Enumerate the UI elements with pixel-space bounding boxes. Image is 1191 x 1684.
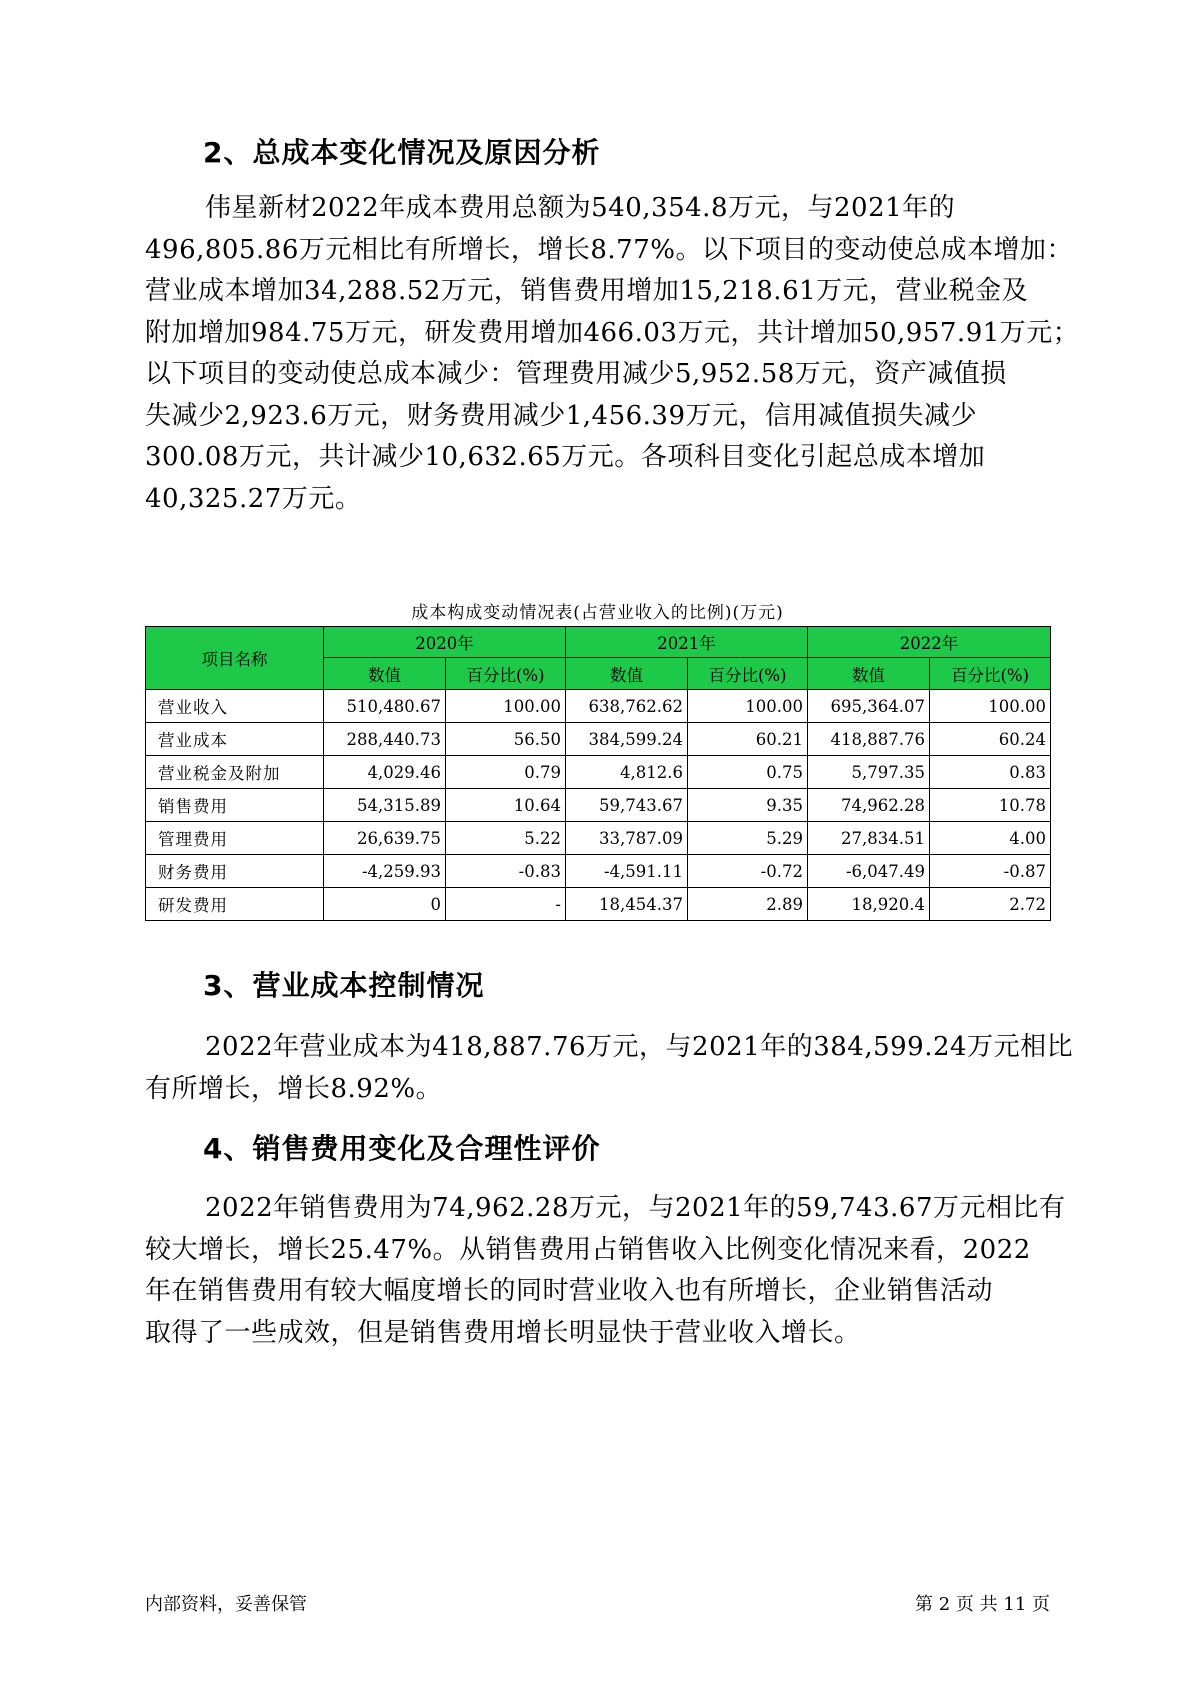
- cell-percent: 10.64: [446, 789, 566, 822]
- cell-percent: -0.72: [688, 855, 808, 888]
- section-4-heading: 4、销售费用变化及合理性评价: [203, 1132, 601, 1165]
- cell-percent: 100.00: [930, 690, 1051, 723]
- cell-percent: 10.78: [930, 789, 1051, 822]
- header-year-2021: 2021年: [566, 627, 808, 658]
- footer-page-number: 第 2 页 共 11 页: [915, 1594, 1050, 1615]
- cell-value: -4,591.11: [566, 855, 688, 888]
- paragraph-line: 营业成本增加34,288.52万元，销售费用增加15,218.61万元，营业税金及: [145, 276, 1029, 306]
- paragraph-line: 以下项目的变动使总成本减少：管理费用减少5,952.58万元，资产减值损: [145, 359, 1007, 389]
- cell-value: -4,259.93: [324, 855, 446, 888]
- cell-value: 18,454.37: [566, 888, 688, 921]
- cell-value: 5,797.35: [808, 756, 930, 789]
- cell-percent: 0.79: [446, 756, 566, 789]
- cell-value: 288,440.73: [324, 723, 446, 756]
- row-name: 财务费用: [146, 855, 324, 888]
- section-3-heading: 3、营业成本控制情况: [203, 969, 485, 1002]
- cell-percent: 0.75: [688, 756, 808, 789]
- paragraph-line: 取得了一些成效，但是销售费用增长明显快于营业收入增长。: [145, 1317, 861, 1348]
- footer-confidential-note: 内部资料，妥善保管: [145, 1594, 307, 1615]
- cell-percent: 60.21: [688, 723, 808, 756]
- header-value: 数值: [566, 658, 688, 690]
- cell-percent: 2.72: [930, 888, 1051, 921]
- cell-value: 26,639.75: [324, 822, 446, 855]
- cell-value: 54,315.89: [324, 789, 446, 822]
- section-4-paragraph: [145, 1188, 1066, 1354]
- cell-percent: -0.87: [930, 855, 1051, 888]
- paragraph-line: 2022年营业成本为418,887.76万元，与2021年的384,599.24万元相比: [205, 1032, 1074, 1062]
- cell-percent: 4.00: [930, 822, 1051, 855]
- row-name: 营业税金及附加: [146, 756, 324, 789]
- paragraph-line: 失减少2,923.6万元，财务费用减少1,456.39万元，信用减值损失减少: [145, 400, 978, 431]
- header-year-2020: 2020年: [324, 627, 566, 658]
- header-value: 数值: [324, 658, 446, 690]
- header-year-2022: 2022年: [808, 627, 1051, 658]
- table-row: [146, 822, 1051, 855]
- paragraph-line: 有所增长，增长8.92%。: [145, 1073, 443, 1104]
- cell-value: 33,787.09: [566, 822, 688, 855]
- header-percent: 百分比(%): [930, 658, 1051, 690]
- cell-value: 384,599.24: [566, 723, 688, 756]
- paragraph-line: 附加增加984.75万元，研发费用增加466.03万元，共计增加50,957.91万元；: [145, 317, 1080, 348]
- cell-value: 18,920.4: [808, 888, 930, 921]
- table-row: [146, 723, 1051, 756]
- row-name: 研发费用: [146, 888, 324, 921]
- cell-percent: -0.83: [446, 855, 566, 888]
- cell-percent: 9.35: [688, 789, 808, 822]
- cell-value: 0: [324, 888, 446, 921]
- cell-value: 418,887.76: [808, 723, 930, 756]
- paragraph-line: 较大增长，增长25.47%。从销售费用占销售收入比例变化情况来看，2022: [145, 1234, 1031, 1265]
- cell-value: 74,962.28: [808, 789, 930, 822]
- section-2-paragraph: [145, 188, 1080, 520]
- cell-value: 27,834.51: [808, 822, 930, 855]
- cell-value: 695,364.07: [808, 690, 930, 723]
- cost-structure-table: [145, 626, 1051, 921]
- header-value: 数值: [808, 658, 930, 690]
- cell-percent: 5.22: [446, 822, 566, 855]
- table-row: [146, 756, 1051, 789]
- row-name: 营业成本: [146, 723, 324, 756]
- cell-percent: 5.29: [688, 822, 808, 855]
- table-row: [146, 888, 1051, 921]
- cell-value: 510,480.67: [324, 690, 446, 723]
- cell-value: -6,047.49: [808, 855, 930, 888]
- section-2-heading: 2、总成本变化情况及原因分析: [203, 136, 601, 169]
- row-name: 管理费用: [146, 822, 324, 855]
- paragraph-line: 496,805.86万元相比有所增长，增长8.77%。以下项目的变动使总成本增加：: [145, 234, 1073, 265]
- cell-percent: 60.24: [930, 723, 1051, 756]
- header-percent: 百分比(%): [688, 658, 808, 690]
- paragraph-line: 伟星新材2022年成本费用总额为540,354.8万元，与2021年的: [205, 193, 956, 223]
- table-caption: 成本构成变动情况表(占营业收入的比例)(万元): [411, 603, 784, 623]
- table-row: [146, 789, 1051, 822]
- cell-percent: -: [446, 888, 566, 921]
- paragraph-line: 300.08万元，共计减少10,632.65万元。各项科目变化引起总成本增加: [145, 442, 986, 472]
- cell-value: 638,762.62: [566, 690, 688, 723]
- cell-percent: 2.89: [688, 888, 808, 921]
- paragraph-line: 年在销售费用有较大幅度增长的同时营业收入也有所增长，企业销售活动: [145, 1276, 994, 1306]
- table-row: [146, 690, 1051, 723]
- cell-value: 4,812.6: [566, 756, 688, 789]
- paragraph-line: 40,325.27万元。: [145, 483, 362, 514]
- table-row: [146, 855, 1051, 888]
- cell-value: 4,029.46: [324, 756, 446, 789]
- section-3-paragraph: [145, 1027, 1074, 1110]
- cell-percent: 100.00: [446, 690, 566, 723]
- paragraph-line: 2022年销售费用为74,962.28万元，与2021年的59,743.67万元相比有: [205, 1193, 1066, 1223]
- cell-percent: 100.00: [688, 690, 808, 723]
- row-name: 销售费用: [146, 789, 324, 822]
- cell-percent: 0.83: [930, 756, 1051, 789]
- row-name: 营业收入: [146, 690, 324, 723]
- header-item-name: 项目名称: [146, 627, 324, 690]
- header-percent: 百分比(%): [446, 658, 566, 690]
- cell-percent: 56.50: [446, 723, 566, 756]
- cell-value: 59,743.67: [566, 789, 688, 822]
